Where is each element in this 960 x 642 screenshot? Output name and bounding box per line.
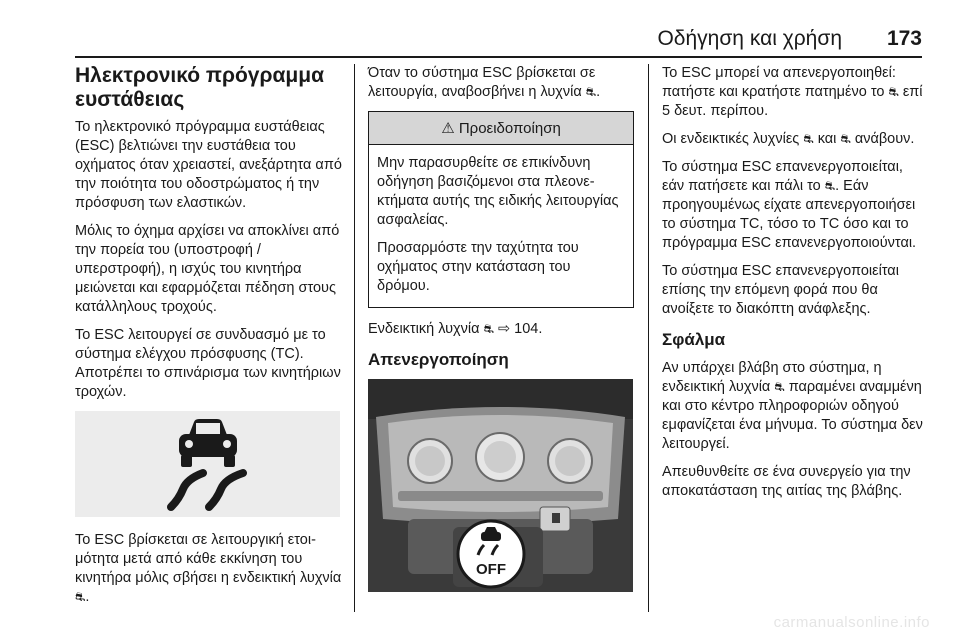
paragraph: Προσαρμόστε την ταχύτητα του οχήματος στην κατάσταση του δρόμου.: [377, 240, 579, 294]
esc-off-lamp-icon: ⛐: [840, 132, 851, 146]
subheading-fault: Σφάλμα: [662, 330, 726, 349]
column-2: [368, 64, 634, 592]
paragraph: Μόλις το όχημα αρχίσει να αποκλίνει από την πορεία του (υποστροφή / υπερστροφή), η ισχύς του κινητήρα μειώνεται και εφαρμόζεται πέδηση στους κατάλληλους τροχούς.: [75, 223, 340, 315]
paragraph: Το ESC λειτουργεί σε συνδυασμό με το σύστημα ελέγχου πρόσφυσης (TC). Αποτρέπει το σπινάρισμα των κινητήριων τροχών.: [75, 327, 341, 400]
header-rule: [75, 56, 922, 58]
esc-button-icon: ⛐: [888, 85, 899, 99]
paragraph: Το σύστημα ESC επανενεργοποιείται επίσης την επόμενη φορά που θα ανοίξετε το διακόπτη ανάφλεξης.: [662, 263, 899, 317]
paragraph: Το ESC βρίσκεται σε λειτουργική ετοιμότητα μετά από κάθε εκκίνηση του κινητήρα μόλις σβήσει η ενδεικτική λυχνία ⛐.: [75, 532, 342, 605]
esc-lamp-icon: ⛐: [774, 380, 785, 394]
car-skid-icon: [75, 411, 340, 517]
page-header-title: Οδήγηση και χρήση: [657, 27, 842, 50]
paragraph: Απευθυνθείτε σε ένα συνεργείο για την αποκατάσταση της αιτίας της βλάβης.: [662, 464, 911, 499]
reference-arrow-icon: ⇨: [497, 321, 511, 337]
dashboard-photo: [368, 379, 633, 592]
paragraph: Το σύστημα ESC επανενεργοποιείται, εάν πατήσετε και πάλι το ⛐. Εάν προηγουμένως είχατε απενεργοποιήσει το σύστημα TC, τόσο το TC όσο και το πρόγραμμα ESC επανενεργοποιούνται.: [662, 159, 917, 251]
paragraph: Αν υπάρχει βλάβη στο σύστημα, η ενδεικτική λυχνία ⛐ παραμένει αναμμένη και στο κέντρο πληροφοριών οδηγού εμφανίζεται ένα μήνυμα. Το σύστημα δεν λειτουργεί.: [662, 360, 923, 452]
warning-icon: ⚠: [441, 120, 455, 137]
cross-reference: Ενδεικτική λυχνία ⛐ ⇨ 104.: [368, 321, 543, 337]
esc-symbol-figure: [75, 411, 340, 517]
paragraph: Το ηλεκτρονικό πρόγραμμα ευστάθειας (ESC) βελτιώνει την ευστάθεια του οχήματος όταν χρειαστεί, ανεξάρτητα από την ποιότητα του οδοστρώματος ή την πρόσφυση των ελαστικών.: [75, 119, 342, 211]
esc-lamp-icon: ⛐: [75, 590, 86, 604]
tc-off-lamp-icon: ⛐: [803, 132, 814, 146]
esc-lamp-icon: ⛐: [585, 85, 597, 99]
column-divider-2: [648, 64, 649, 612]
paragraph: Μην παρασυρθείτε σε επικίνδυνη οδήγηση βασιζόμενοι στα πλεονεκτήματα αυτής της ειδικής λειτουργίας ασφαλείας.: [377, 155, 619, 228]
page-number: 173: [886, 27, 922, 50]
column-1: [75, 64, 343, 616]
subheading-deactivation: Απενεργοποίηση: [368, 350, 509, 369]
column-3: [662, 64, 926, 510]
warning-body: [369, 145, 633, 307]
warning-title: ⚠ Προειδοποίηση: [369, 112, 633, 145]
section-heading: Ηλεκτρονικό πρόγραμμα ευστάθειας: [75, 64, 324, 111]
esc-button-icon: ⛐: [824, 179, 836, 193]
warning-box: [368, 111, 634, 308]
esc-lamp-icon: ⛐: [483, 322, 494, 336]
paragraph: Το ESC μπορεί να απενεργοποιηθεί: πατήστε και κρατήστε πατημένο το ⛐ επί 5 δευτ. περίπου.: [662, 65, 923, 119]
paragraph: Οι ενδεικτικές λυχνίες ⛐ και ⛐ ανάβουν.: [662, 131, 915, 147]
reference-page: 104: [514, 321, 539, 337]
watermark: carmanualsonline.info: [773, 614, 930, 631]
paragraph: Όταν το σύστημα ESC βρίσκεται σε λειτουργία, αναβοσβήνει η λυχνία ⛐.: [368, 65, 601, 100]
esc-off-label: OFF: [476, 561, 506, 578]
column-divider-1: [354, 64, 355, 612]
